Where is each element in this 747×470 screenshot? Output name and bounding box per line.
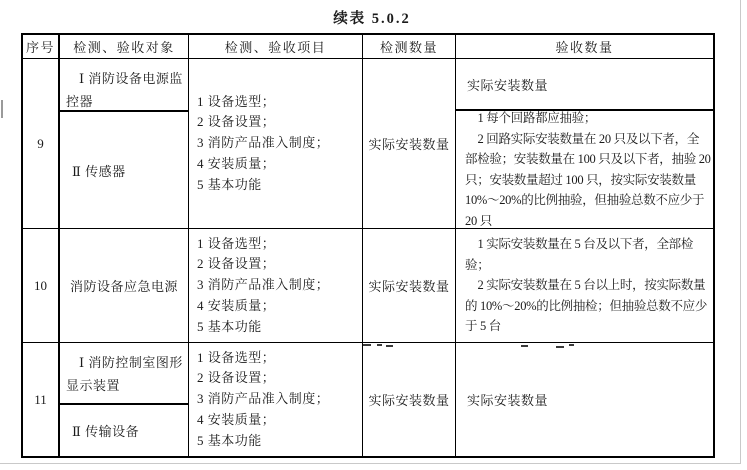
row11-detect-quantity: 实际安装数量: [363, 343, 456, 456]
item-line: 3 消防产品准入制度；: [197, 277, 330, 293]
row9-object-1: [60, 59, 189, 112]
scan-artifact: [1, 100, 3, 118]
item-line: 4 安装质量；: [197, 297, 276, 313]
header-serial-no: 序号: [23, 35, 60, 59]
row9-accept-quantity-2: [456, 111, 713, 229]
scan-artifact: [556, 346, 564, 348]
row9-object-2: Ⅱ 传感器: [60, 112, 189, 229]
scan-artifact: [569, 344, 574, 346]
item-line: 3 消防产品准入制度；: [197, 391, 330, 407]
item-line: 4 安装质量；: [197, 411, 276, 427]
item-line: 2 设备设置；: [197, 114, 276, 130]
page-edge-bottom: [0, 463, 741, 464]
row11-serial-no: 11: [23, 343, 60, 456]
item-line: 1 设备选型；: [197, 235, 276, 251]
page-edge-right: [740, 0, 741, 464]
item-line: 5 基本功能: [197, 318, 262, 334]
row10-inspection-items: [189, 229, 363, 343]
row9-accept-quantity-1: 实际安装数量: [456, 59, 713, 111]
table-continuation-title: 续表 5.0.2: [333, 11, 411, 27]
item-line: 2 设备设置；: [197, 256, 276, 272]
accept-paragraph: 1 每个回路都应抽验；: [477, 111, 597, 125]
row11-object-1: [60, 343, 189, 405]
row9-serial-no: 9: [23, 59, 60, 229]
row11-inspection-items: [189, 343, 363, 456]
item-line: 1 设备选型；: [197, 349, 276, 365]
row10-detect-quantity: 实际安装数量: [363, 229, 456, 343]
row9-detect-quantity: 实际安装数量: [363, 59, 456, 229]
row10-serial-no: 10: [23, 229, 60, 343]
item-line: 2 设备设置；: [197, 370, 276, 386]
row10-object: 消防设备应急电源: [60, 229, 189, 343]
row11-accept-quantity: 实际安装数量: [467, 393, 549, 408]
header-accept-quantity: 验收数量: [456, 35, 713, 59]
row9-inspection-items: [189, 59, 363, 229]
accept-paragraph: 2 回路实际安装数量在 20 只及以下者，全部检验；安装数量在 100 只及以下者，抽验 20 只；安装数量超过 100 只，按实际安装数量 10%～20%的比例抽验，但抽验总数不应少于 20 只: [465, 131, 711, 228]
scan-artifact: [386, 345, 393, 347]
item-line: 1 设备选型；: [197, 93, 276, 109]
scan-artifact: [521, 345, 528, 347]
item-line: 5 基本功能: [197, 432, 262, 448]
acceptance-table: [21, 33, 715, 458]
item-line: 4 安装质量；: [197, 155, 276, 171]
row11-object-2: Ⅱ 传输设备: [60, 405, 189, 456]
scan-artifact: [377, 344, 382, 346]
item-line: 5 基本功能: [197, 176, 262, 192]
accept-paragraph: 2 实际安装数量在 5 台以上时，按实际数量的 10%～20%的比例抽检；但抽验总数不应少于 5 台: [465, 278, 708, 334]
header-detect-quantity: 检测数量: [363, 35, 456, 59]
header-inspection-object: 检测、验收对象: [60, 35, 189, 59]
row9-object-1-text: Ⅰ 消防设备电源监控器: [66, 71, 183, 109]
item-line: 3 消防产品准入制度；: [197, 135, 330, 151]
scan-artifact: [363, 344, 371, 346]
header-inspection-item: 检测、验收项目: [189, 35, 363, 59]
accept-paragraph: 1 实际安装数量在 5 台及以下者，全部检验；: [465, 237, 694, 272]
row11-object-1-text: Ⅰ 消防控制室图形显示装置: [66, 355, 183, 393]
row10-accept-quantity: [456, 229, 713, 343]
